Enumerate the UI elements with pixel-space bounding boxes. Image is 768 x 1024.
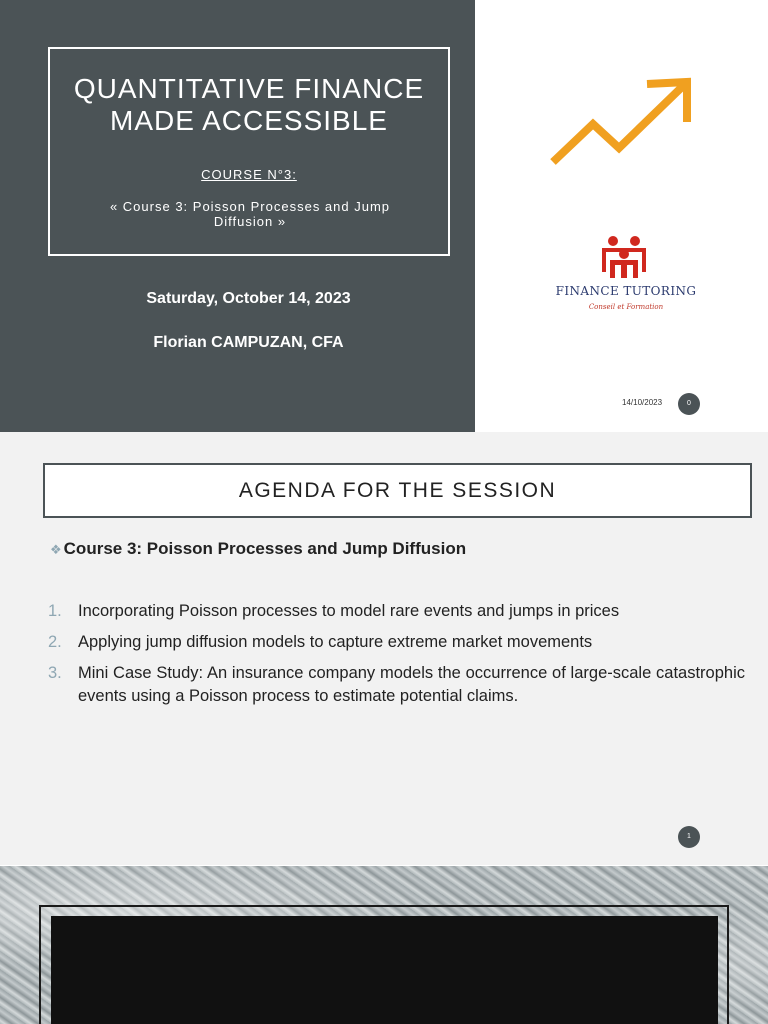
finance-tutoring-logo: [528, 178, 724, 368]
marble-background-slide: [0, 866, 768, 1024]
logo-tagline: Conseil et Formation: [588, 303, 664, 311]
title-line-2: MADE ACCESSIBLE: [110, 105, 388, 136]
slide-footer-date: 14/10/2023: [622, 398, 663, 407]
agenda-subtitle-row: [50, 539, 466, 559]
agenda-item: [48, 631, 745, 654]
agenda-item: [48, 662, 745, 708]
agenda-title-box: [43, 463, 752, 518]
agenda-slide: [0, 432, 768, 865]
presentation-date: Saturday, October 14, 2023: [146, 290, 351, 307]
agenda-item-number: 1.: [48, 602, 62, 620]
agenda-item: [48, 600, 745, 623]
finance-tutoring-logo-icon: [600, 234, 648, 280]
agenda-item-text: Incorporating Poisson processes to model rare events and jumps in prices: [78, 602, 620, 620]
agenda-list: [48, 600, 745, 716]
title-panel: [0, 0, 475, 432]
course-label: COURSE N°3:: [201, 167, 297, 182]
diamond-bullet-icon: ❖: [50, 542, 62, 557]
agenda-item-text: Applying jump diffusion models to capture extreme market movements: [78, 633, 593, 651]
logo-name: FINANCE TUTORING: [555, 284, 697, 298]
page-number-badge: 0: [678, 393, 700, 415]
trend-up-arrow-icon: [545, 72, 695, 172]
page-number-badge: 1: [678, 826, 700, 848]
dark-content-panel: [51, 916, 718, 1024]
presentation-author: Florian CAMPUZAN, CFA: [153, 334, 344, 351]
title-slide: [0, 0, 768, 432]
course-name: « Course 3: Poisson Processes and Jump Diffusion »: [109, 199, 391, 229]
agenda-subtitle: Course 3: Poisson Processes and Jump Diffusion: [63, 539, 467, 558]
title-frame: [48, 47, 450, 256]
agenda-item-number: 3.: [48, 664, 62, 682]
title-line-1: QUANTITATIVE FINANCE: [73, 73, 425, 104]
presentation-title: [50, 73, 448, 137]
agenda-item-text: Mini Case Study: An insurance company models the occurrence of large-scale catastrophic events using a Poisson process to estimate potential claims.: [78, 664, 745, 705]
agenda-title: AGENDA FOR THE SESSION: [238, 479, 557, 502]
agenda-item-number: 2.: [48, 633, 62, 651]
